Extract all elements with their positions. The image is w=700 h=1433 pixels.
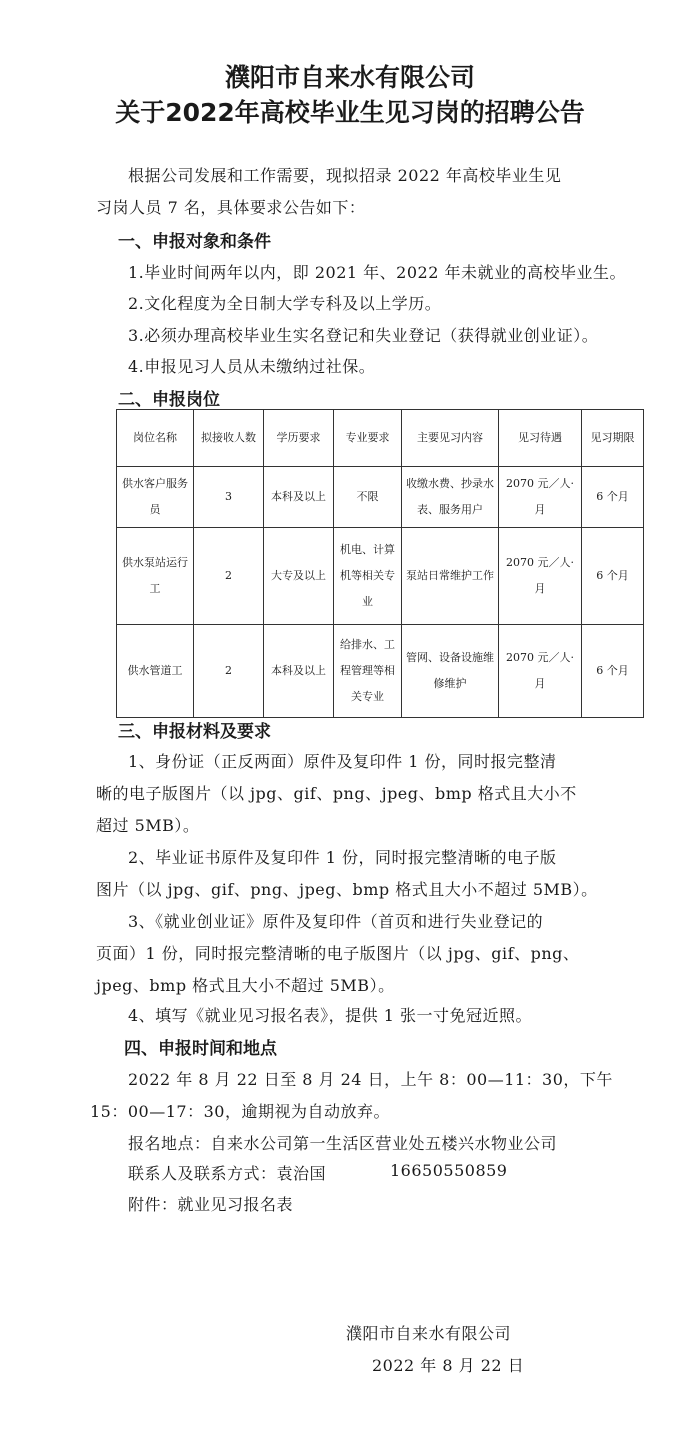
cell-pay: 2070 元／人·月 bbox=[499, 467, 582, 528]
table-row bbox=[117, 625, 644, 718]
attachment-note: 附件：就业见习报名表 bbox=[128, 1195, 294, 1214]
section1-item-3: 3.必须办理高校毕业生实名登记和失业登记（获得就业创业证）。 bbox=[128, 326, 599, 345]
positions-table bbox=[116, 409, 644, 718]
cell-education: 本科及以上 bbox=[264, 467, 334, 528]
section1-item-1: 1.毕业时间两年以内，即 2021 年、2022 年未就业的高校毕业生。 bbox=[128, 263, 626, 282]
material-2-line2: 图片（以 jpg、gif、png、jpeg、bmp 格式且大小不超过 5MB）。 bbox=[96, 880, 598, 899]
cell-major: 不限 bbox=[334, 467, 402, 528]
section3-heading: 三、申报材料及要求 bbox=[118, 722, 271, 742]
cell-duration: 6 个月 bbox=[582, 625, 644, 718]
header-position: 岗位名称 bbox=[117, 410, 194, 467]
header-content: 主要见习内容 bbox=[402, 410, 499, 467]
cell-major: 机电、计算机等相关专业 bbox=[334, 528, 402, 625]
contact-label: 联系人及联系方式：袁治国 bbox=[128, 1164, 327, 1183]
cell-pay: 2070 元／人·月 bbox=[499, 528, 582, 625]
section1-item-2: 2.文化程度为全日制大学专科及以上学历。 bbox=[128, 294, 442, 313]
section1-item-4: 4.申报见习人员从未缴纳过社保。 bbox=[128, 357, 376, 376]
material-3-line1: 3、《就业创业证》原件及复印件（首页和进行失业登记的 bbox=[128, 912, 544, 931]
cell-position: 供水客户服务员 bbox=[117, 467, 194, 528]
contact-phone: 16650550859 bbox=[390, 1161, 508, 1180]
material-1-line2: 晰的电子版图片（以 jpg、gif、png、jpeg、bmp 格式且大小不 bbox=[96, 784, 577, 803]
cell-position: 供水泵站运行工 bbox=[117, 528, 194, 625]
cell-content: 泵站日常维护工作 bbox=[402, 528, 499, 625]
time-line2: 15：00—17：30，逾期视为自动放弃。 bbox=[90, 1102, 390, 1121]
cell-education: 本科及以上 bbox=[264, 625, 334, 718]
cell-major: 给排水、工程管理等相关专业 bbox=[334, 625, 402, 718]
time-line1: 2022 年 8 月 22 日至 8 月 24 日，上午 8：00—11：30，下午 bbox=[128, 1070, 613, 1089]
signature-company: 濮阳市自来水有限公司 bbox=[346, 1324, 512, 1343]
intro-line2: 习岗人员 7 名，具体要求公告如下： bbox=[96, 198, 366, 217]
cell-headcount: 2 bbox=[194, 528, 264, 625]
table-row bbox=[117, 528, 644, 625]
material-1-line3: 超过 5MB）。 bbox=[96, 816, 200, 835]
section1-heading: 一、申报对象和条件 bbox=[118, 232, 271, 252]
notice-title-line1: 濮阳市自来水有限公司 bbox=[224, 63, 475, 92]
cell-content: 管网、设备设施维修维护 bbox=[402, 625, 499, 718]
material-1-line1: 1、身份证（正反两面）原件及复印件 1 份，同时报完整清 bbox=[128, 752, 557, 771]
cell-headcount: 3 bbox=[194, 467, 264, 528]
cell-headcount: 2 bbox=[194, 625, 264, 718]
table-row bbox=[117, 467, 644, 528]
cell-duration: 6 个月 bbox=[582, 467, 644, 528]
section2-heading: 二、申报岗位 bbox=[118, 390, 220, 410]
notice-title-line2: 关于2022年高校毕业生见习岗的招聘公告 bbox=[115, 98, 585, 127]
intro-line1: 根据公司发展和工作需要，现拟招录 2022 年高校毕业生见 bbox=[128, 166, 562, 185]
signature-date: 2022 年 8 月 22 日 bbox=[372, 1356, 525, 1375]
cell-education: 大专及以上 bbox=[264, 528, 334, 625]
header-pay: 见习待遇 bbox=[499, 410, 582, 467]
header-duration: 见习期限 bbox=[582, 410, 644, 467]
header-major: 专业要求 bbox=[334, 410, 402, 467]
section4-heading: 四、申报时间和地点 bbox=[124, 1039, 277, 1059]
material-2-line1: 2、毕业证书原件及复印件 1 份，同时报完整清晰的电子版 bbox=[128, 848, 557, 867]
table-header-row bbox=[117, 410, 644, 467]
registration-place: 报名地点：自来水公司第一生活区营业处五楼兴水物业公司 bbox=[128, 1134, 558, 1153]
header-headcount: 拟接收人数 bbox=[194, 410, 264, 467]
material-3-line2: 页面）1 份，同时报完整清晰的电子版图片（以 jpg、gif、png、 bbox=[96, 944, 580, 963]
header-education: 学历要求 bbox=[264, 410, 334, 467]
cell-content: 收缴水费、抄录水表、服务用户 bbox=[402, 467, 499, 528]
cell-pay: 2070 元／人·月 bbox=[499, 625, 582, 718]
material-3-line3: jpeg、bmp 格式且大小不超过 5MB）。 bbox=[96, 976, 395, 995]
cell-duration: 6 个月 bbox=[582, 528, 644, 625]
material-4: 4、填写《就业见习报名表》，提供 1 张一寸免冠近照。 bbox=[128, 1006, 533, 1025]
cell-position: 供水管道工 bbox=[117, 625, 194, 718]
